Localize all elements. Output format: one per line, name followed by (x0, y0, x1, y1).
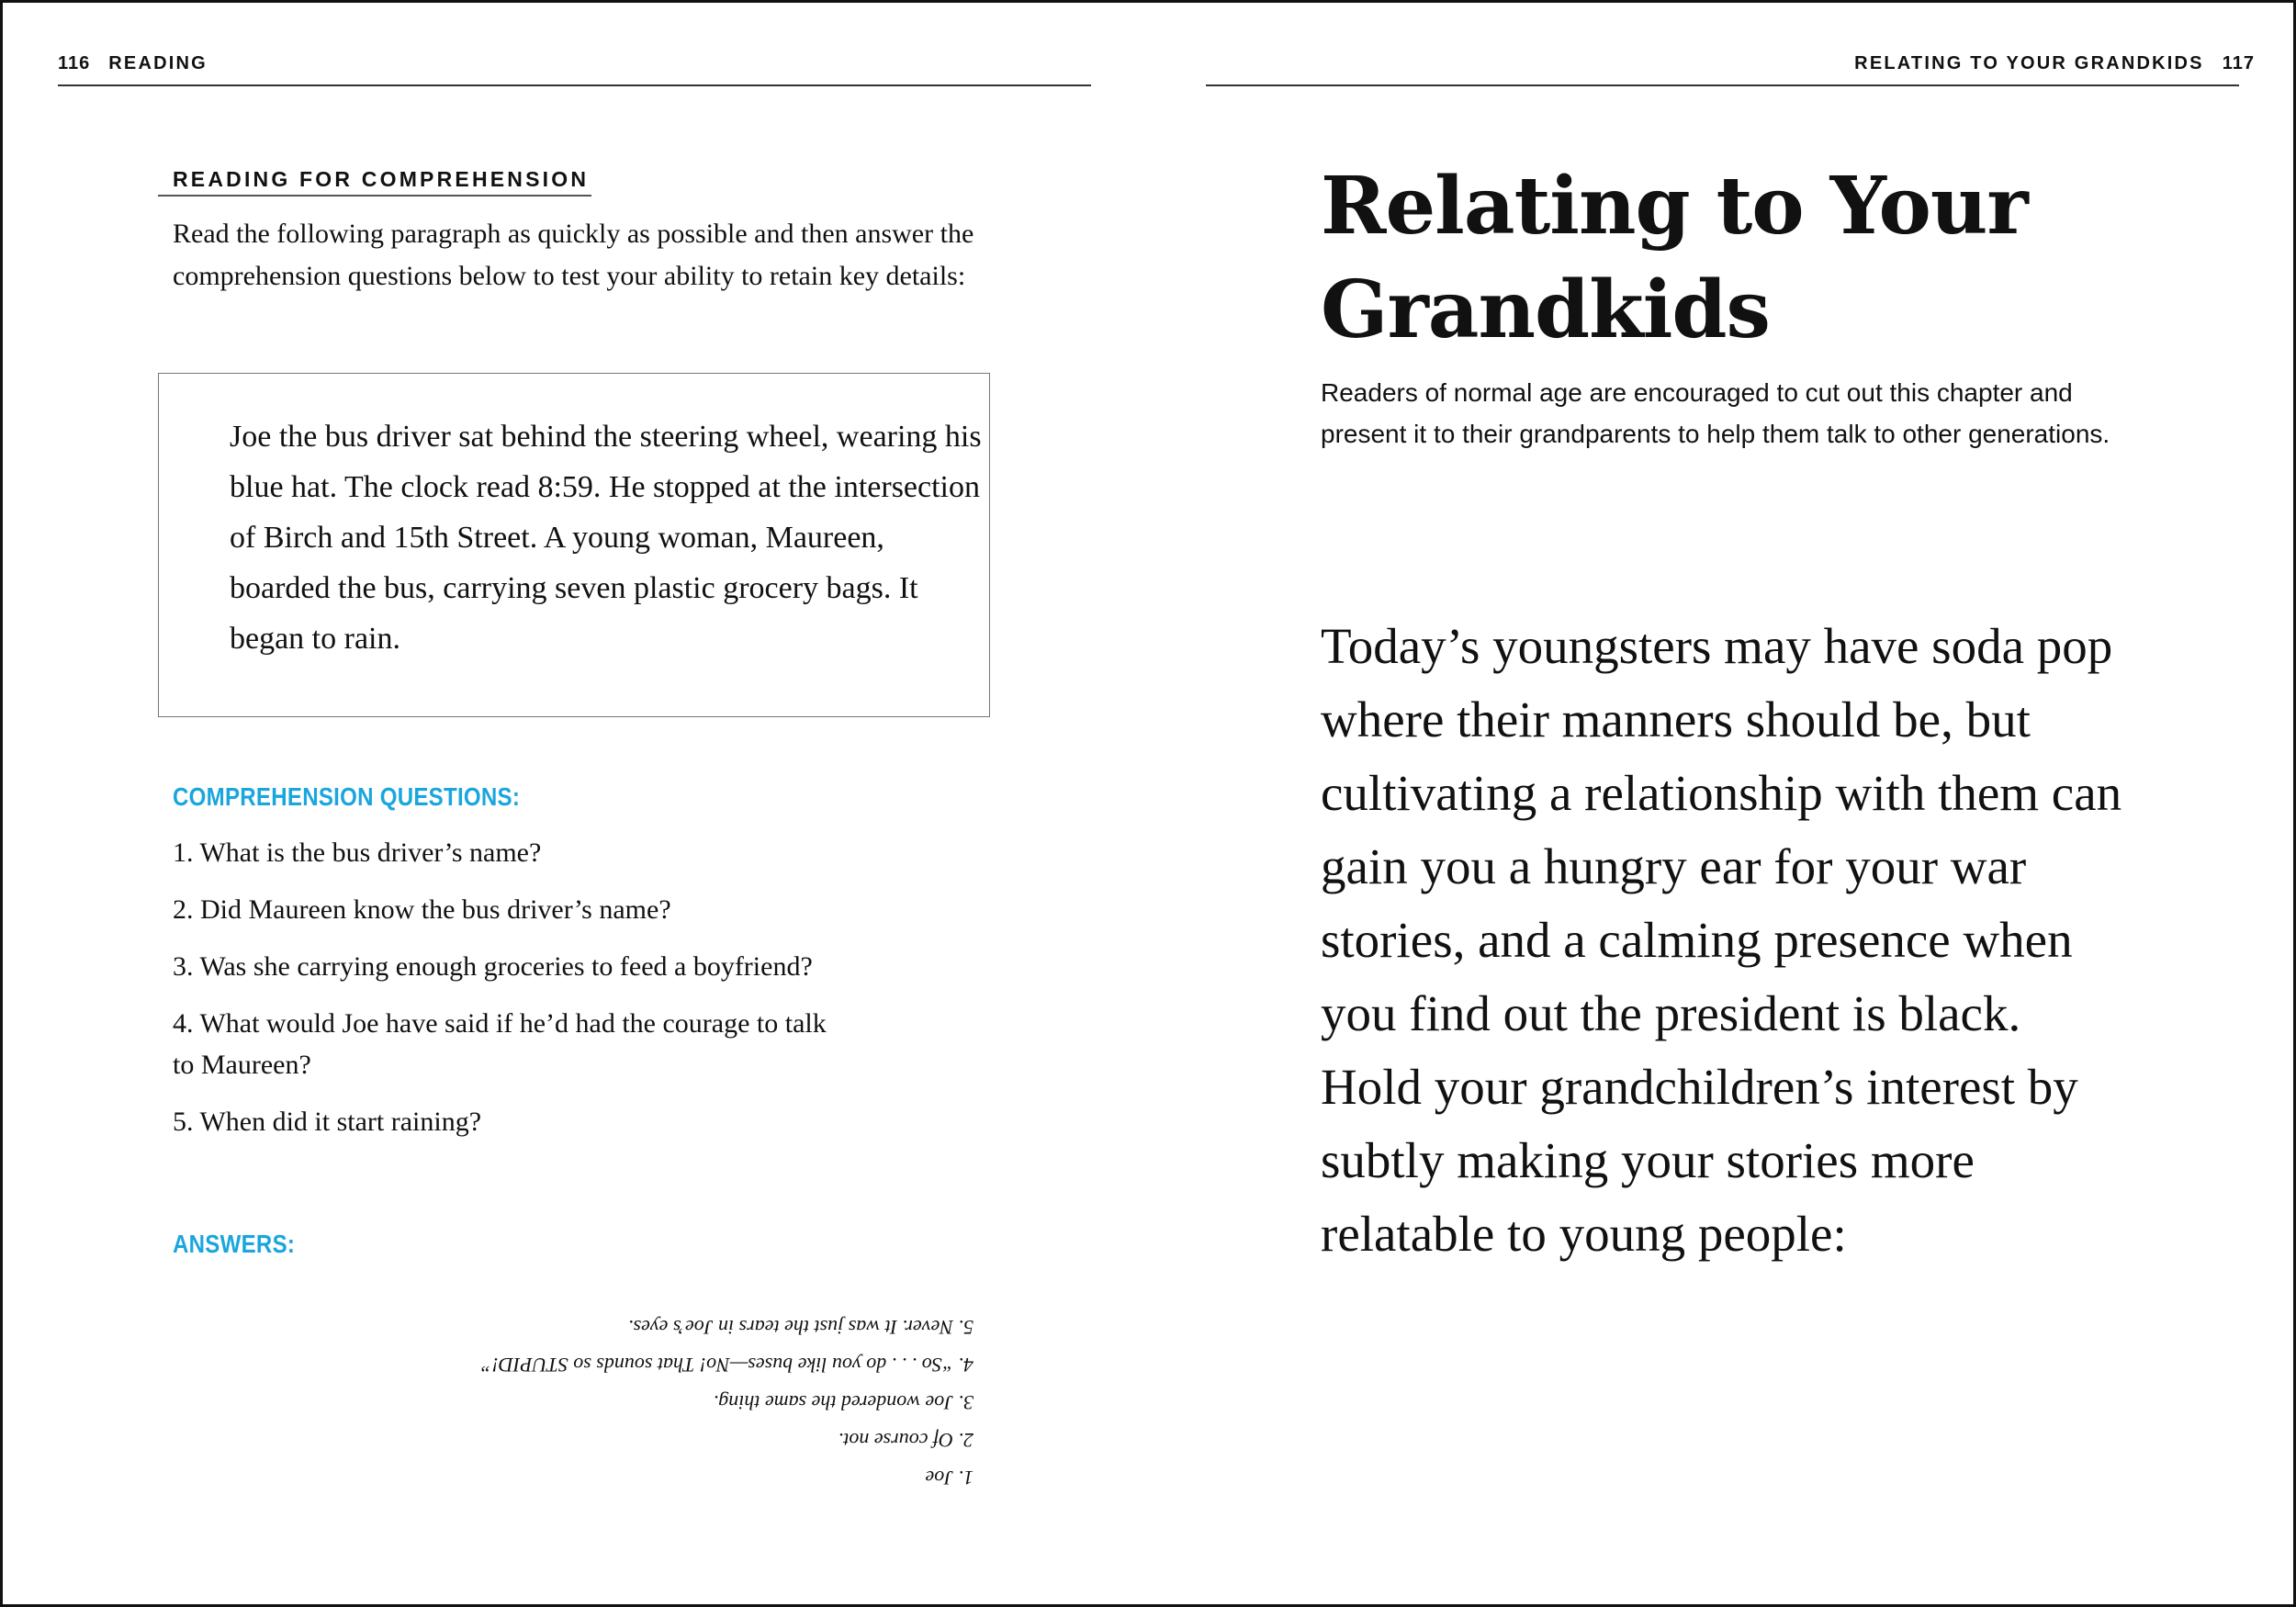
answer-item: 3. Joe wondered the same thing. (713, 1391, 974, 1414)
upside-down-answers (331, 1304, 974, 1497)
question-item: 1. What is the bus driver’s name? (173, 837, 542, 868)
intro-paragraph: Read the following paragraph as quickly as possible and then answer the comprehension questions below to test your ability to retain key details: (173, 219, 974, 291)
question-item: 4. What would Joe have said if he’d had the courage to talk to Maureen? (173, 1008, 827, 1080)
chapter-deck: Readers of normal age are encouraged to cut out this chapter and present it to their grandparents to help them talk to other generations. (1321, 378, 2110, 448)
running-head-right (1854, 53, 2255, 74)
question-item: 5. When did it start raining? (173, 1107, 482, 1137)
answer-item: 5. Never. It was just the tears in Joe’s eyes. (628, 1316, 974, 1339)
answer-item: 4. “So . . . do you like buses—No! That sounds so STUPID!” (480, 1354, 974, 1377)
answer-item: 2. Of course not. (838, 1429, 974, 1452)
right-page (1148, 0, 2296, 1607)
passage-text: Joe the bus driver sat behind the steering wheel, wearing his blue hat. The clock read 8:59. He stopped at the intersection of Birch and 15th Street. A young woman, Maureen, boarded the bus, carrying seven plastic grocery bags. It began to rain. (230, 420, 982, 656)
answers-list (331, 1309, 974, 1497)
running-head-right-text: RELATING TO YOUR GRANDKIDS (1854, 53, 2204, 73)
page-number-left: 116 (58, 53, 91, 73)
header-rule-left (58, 84, 1091, 86)
answer-item: 1. Joe (925, 1467, 974, 1489)
question-item: 2. Did Maureen know the bus driver’s name? (173, 894, 671, 925)
chapter-title: Relating to Your Grandkids (1321, 160, 2028, 356)
running-head-left-text: READING (108, 53, 208, 73)
page-number-right: 117 (2222, 53, 2255, 73)
section-label-rule (158, 195, 591, 197)
lead-paragraph: Today’s youngsters may have soda pop where their manners should be, but cultivating a relationship with them can gain you a hungry ear for your war stories, and a calming presence when you find out the president is black. Hold your grandchildren’s interest by subtly making your stories more relatable to young people: (1321, 618, 2122, 1262)
running-head-left (58, 53, 208, 74)
questions-list (173, 832, 962, 1158)
header-rule-right (1206, 84, 2239, 86)
answers-heading: ANSWERS: (173, 1230, 296, 1258)
section-label: READING FOR COMPREHENSION (173, 167, 590, 191)
question-item: 3. Was she carrying enough groceries to feed a boyfriend? (173, 951, 813, 982)
questions-heading: COMPREHENSION QUESTIONS: (173, 782, 521, 811)
